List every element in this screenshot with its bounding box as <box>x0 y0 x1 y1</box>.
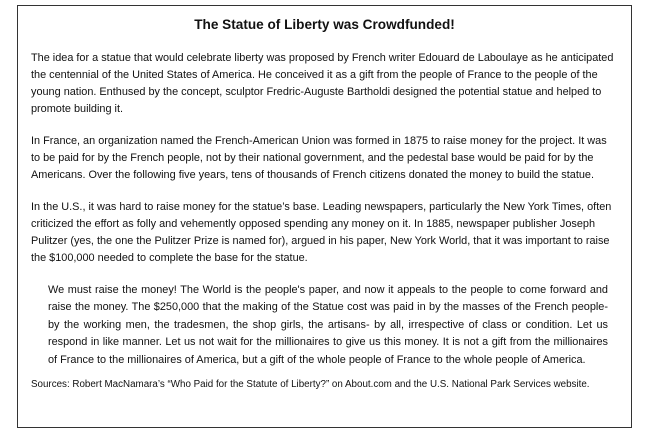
document-frame <box>17 5 632 428</box>
page-title: The Statue of Liberty was Crowdfunded! <box>194 17 455 32</box>
paragraph-france: In France, an organization named the French-American Union was formed in 1875 to raise money for the project. It was to be paid for by the French people, not by their national government, and the pedestal base would be paid for by the Americans. Over the following five years, tens of thousands of French citizens donated the money to build the statue. <box>31 135 607 181</box>
paragraph-us: In the U.S., it was hard to raise money for the statue’s base. Leading newspapers, particularly the New York Times, often criticized the effort as folly and vehemently opposed spending any money on it. In 1885, newspaper publisher Joseph Pulitzer (yes, the one the Pulitzer Prize is named for), argued in his paper, New York World, that it was important to raise the $100,000 needed to complete the base for the statue. <box>31 201 612 264</box>
paragraph-origin: The idea for a statue that would celebrate liberty was proposed by French writer Edouard de Laboulaye as he anticipated the centennial of the United States of America. He conceived it as a gift from the people of France to the people of the young nation. Enthused by the concept, sculptor Fredric-Auguste Bartholdi designed the potential statue and helped to promote building it. <box>31 52 614 115</box>
sources-note: Sources: Robert MacNamara’s “Who Paid for the Statute of Liberty?” on About.com and the U.S. National Park Services website. <box>31 379 590 391</box>
block-quote: We must raise the money! The World is the people's paper, and now it appeals to the people to come forward and raise the money. The $250,000 that the making of the Statue cost was paid in by the masses of the French people- by the working men, the tradesmen, the shop girls, the artisans- by all, irrespective of class or condition. Let us respond in like manner. Let us not wait for the millionaires to give us this money. It is not a gift from the millionaires of France to the millionaires of America, but a gift of the whole people of France to the whole people of America. <box>48 284 608 366</box>
